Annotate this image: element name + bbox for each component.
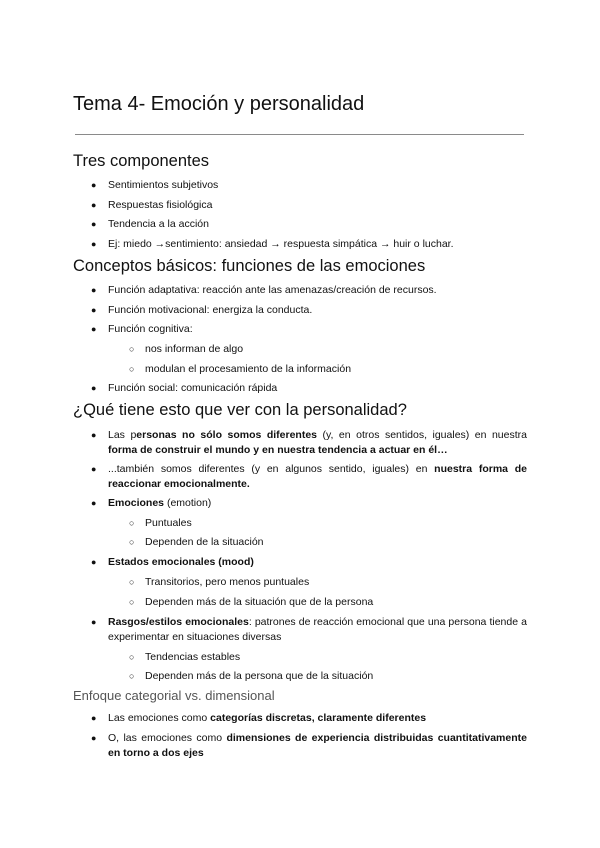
- bullet-circle: ○: [129, 652, 135, 662]
- list-item: Emociones (emotion): [108, 497, 212, 509]
- bullet-circle: ○: [129, 518, 135, 528]
- bullet-dot: ●: [91, 239, 97, 249]
- heading-tres-componentes: Tres componentes: [73, 152, 210, 170]
- page-title: Tema 4- Emoción y personalidad: [73, 93, 365, 115]
- bullet-dot: ●: [91, 733, 97, 743]
- heading-personalidad: ¿Qué tiene esto que ver con la personalidad?: [73, 401, 407, 419]
- bullet-dot: ●: [91, 430, 97, 440]
- bullet-circle: ○: [129, 537, 135, 547]
- list-item: Función cognitiva:: [108, 323, 193, 335]
- list-item: ...también somos diferentes (y en algunos sentido, iguales) en nuestra forma de reaccionar emocionalmente.: [108, 463, 527, 490]
- heading-conceptos-basicos: Conceptos básicos: funciones de las emociones: [73, 257, 426, 275]
- bullet-circle: ○: [129, 597, 135, 607]
- bullet-dot: ●: [91, 464, 97, 474]
- list-item: Rasgos/estilos emocionales: patrones de reacción emocional que una persona tiende a experimentar en situaciones diversas: [108, 616, 527, 643]
- bullet-circle: ○: [129, 671, 135, 681]
- sub-list-item: Dependen de la situación: [145, 536, 264, 548]
- title-divider: [75, 134, 524, 135]
- bullet-dot: ●: [91, 180, 97, 190]
- sub-list-item: Dependen más de la situación que de la persona: [145, 596, 374, 608]
- bullet-dot: ●: [91, 713, 97, 723]
- bullet-dot: ●: [91, 324, 97, 334]
- list-item: Las emociones como categorías discretas, claramente diferentes: [108, 712, 427, 724]
- bullet-dot: ●: [91, 285, 97, 295]
- heading-enfoque: Enfoque categorial vs. dimensional: [73, 688, 275, 703]
- list-item: Estados emocionales (mood): [108, 556, 254, 568]
- sub-list-item: Puntuales: [145, 517, 192, 529]
- bullet-dot: ●: [91, 305, 97, 315]
- bullet-dot: ●: [91, 383, 97, 393]
- bullet-dot: ●: [91, 219, 97, 229]
- sub-list-item: Dependen más de la persona que de la situación: [145, 670, 374, 682]
- sub-list-item: nos informan de algo: [145, 343, 244, 355]
- bullet-circle: ○: [129, 577, 135, 587]
- list-item: Función social: comunicación rápida: [108, 382, 278, 394]
- list-item: Sentimientos subjetivos: [108, 179, 219, 191]
- sub-list-item: Tendencias estables: [145, 651, 241, 663]
- bullet-dot: ●: [91, 498, 97, 508]
- bullet-circle: ○: [129, 364, 135, 374]
- bullet-dot: ●: [91, 200, 97, 210]
- bullet-dot: ●: [91, 557, 97, 567]
- list-item: Respuestas fisiológica: [108, 199, 213, 211]
- list-item: Función adaptativa: reacción ante las amenazas/creación de recursos.: [108, 284, 437, 296]
- list-item: Función motivacional: energiza la conducta.: [108, 304, 313, 316]
- list-item: Ej: miedo →sentimiento: ansiedad → respuesta simpática → huir o luchar.: [108, 238, 454, 250]
- bullet-dot: ●: [91, 617, 97, 627]
- list-item: O, las emociones como dimensiones de experiencia distribuidas cuantitativamente en torno a dos ejes: [108, 732, 527, 759]
- sub-list-item: modulan el procesamiento de la información: [145, 363, 352, 375]
- list-item: Tendencia a la acción: [108, 218, 209, 230]
- bullet-circle: ○: [129, 344, 135, 354]
- list-item: Las personas no sólo somos diferentes (y, en otros sentidos, iguales) en nuestra forma de construir el mundo y en nuestra tendencia a actuar en él…: [108, 429, 527, 456]
- sub-list-item: Transitorios, pero menos puntuales: [145, 576, 310, 588]
